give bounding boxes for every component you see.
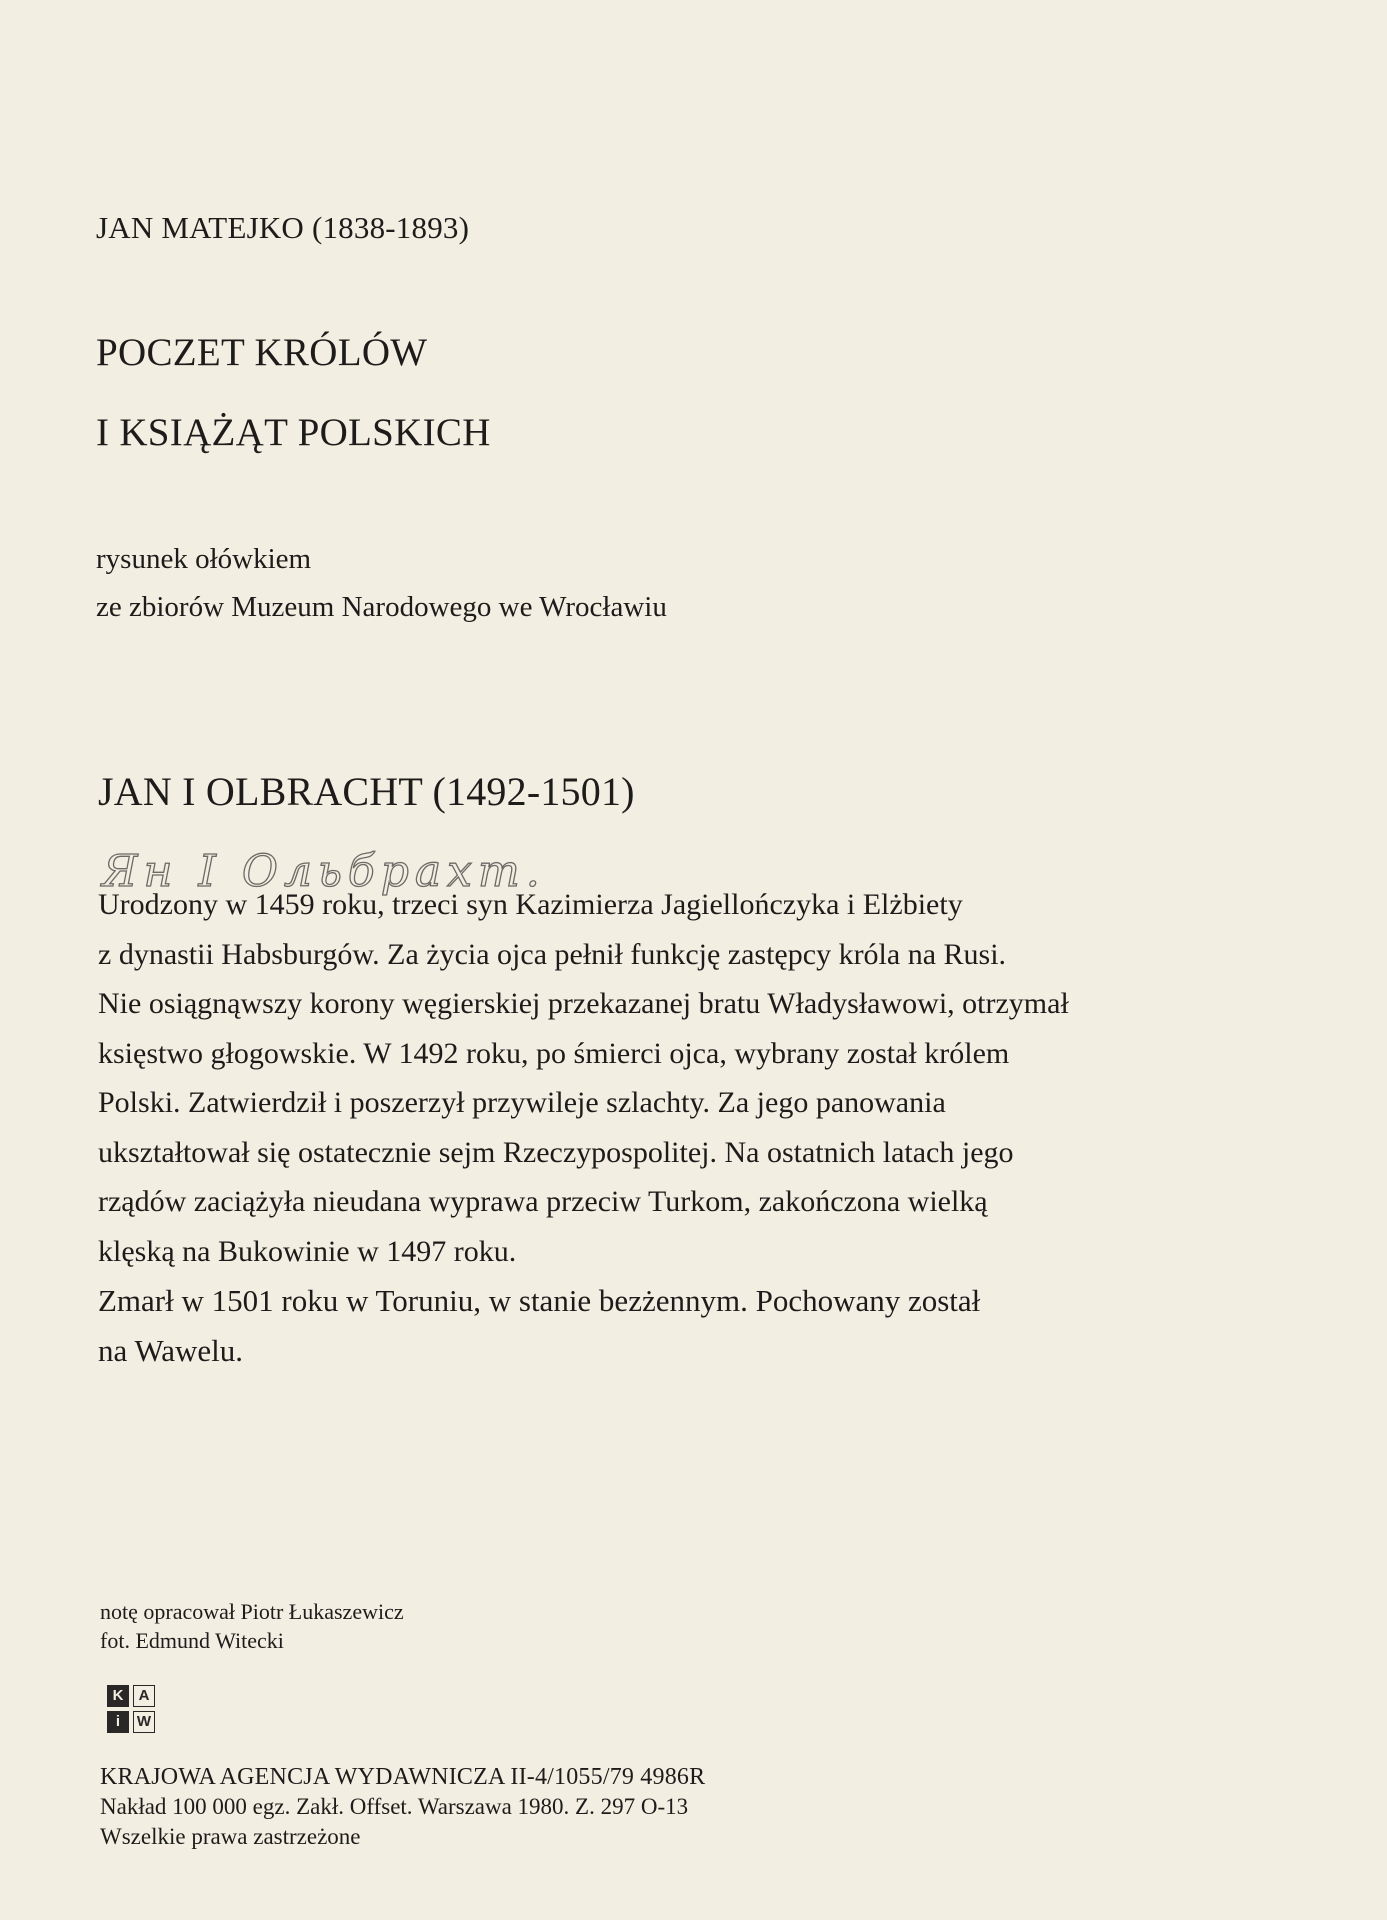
publisher-line-3: Wszelkie prawa zastrzeżone [100,1824,361,1849]
bio-line: Polski. Zatwierdził i poszerzył przywileje szlachty. Za jego panowania [98,1086,946,1119]
logo-letter-i: i [107,1711,129,1733]
technique-line: rysunek ołówkiem [96,543,312,575]
logo-letter-w: W [133,1711,155,1733]
series-title-line-1: POCZET KRÓLÓW [96,331,428,374]
note-author: notę opracował Piotr Łukaszewicz [100,1599,404,1624]
publisher-line-2: Nakład 100 000 egz. Zakł. Offset. Warszawa 1980. Z. 297 O-13 [100,1794,689,1819]
logo-letter-k: K [107,1685,129,1707]
bio-line: ukształtował się ostatecznie sejm Rzeczypospolitej. Na ostatnich latach jego [98,1135,1014,1169]
biography-text [98,880,1278,1375]
photo-credit: fot. Edmund Witecki [100,1628,284,1653]
death-line: na Wawelu. [98,1332,243,1368]
bio-line: księstwo głogowskie. W 1492 roku, po śmierci ojca, wybrany został królem [98,1036,1010,1070]
bio-line: z dynastii Habsburgów. Za życia ojca pełnił funkcję zastępcy króla na Rusi. [98,937,1007,971]
artist-line: JAN MATEJKO (1838-1893) [96,210,470,245]
bio-line: klęską na Bukowinie w 1497 roku. [98,1234,517,1268]
death-line: Zmarł w 1501 roku w Toruniu, w stanie bezżennym. Pochowany został [98,1283,981,1318]
credits [100,1597,404,1655]
bio-line: Urodzony w 1459 roku, trzeci syn Kazimierza Jagiellończyka i Elżbiety [98,888,963,921]
publisher-logo [107,1685,157,1735]
bio-line: Nie osiągnąwszy korony węgierskiej przekazanej bratu Władysławowi, otrzymał [98,987,1069,1020]
series-title-line-2: I KSIĄŻĄT POLSKICH [96,411,491,454]
publisher-info [100,1762,705,1852]
handwritten-note-text: Ян I Ольбрахт. [102,846,546,897]
collection-line: ze zbiorów Muzeum Narodowego we Wrocławiu [96,591,667,623]
publisher-line-1: KRAJOWA AGENCJA WYDAWNICZA II-4/1055/79 4986R [100,1764,706,1790]
logo-letter-a: A [133,1685,155,1707]
bio-line: rządów zaciążyła nieudana wyprawa przeciw Turkom, zakończona wielką [98,1185,988,1218]
entry-title: JAN I OLBRACHT (1492-1501) [98,769,635,814]
